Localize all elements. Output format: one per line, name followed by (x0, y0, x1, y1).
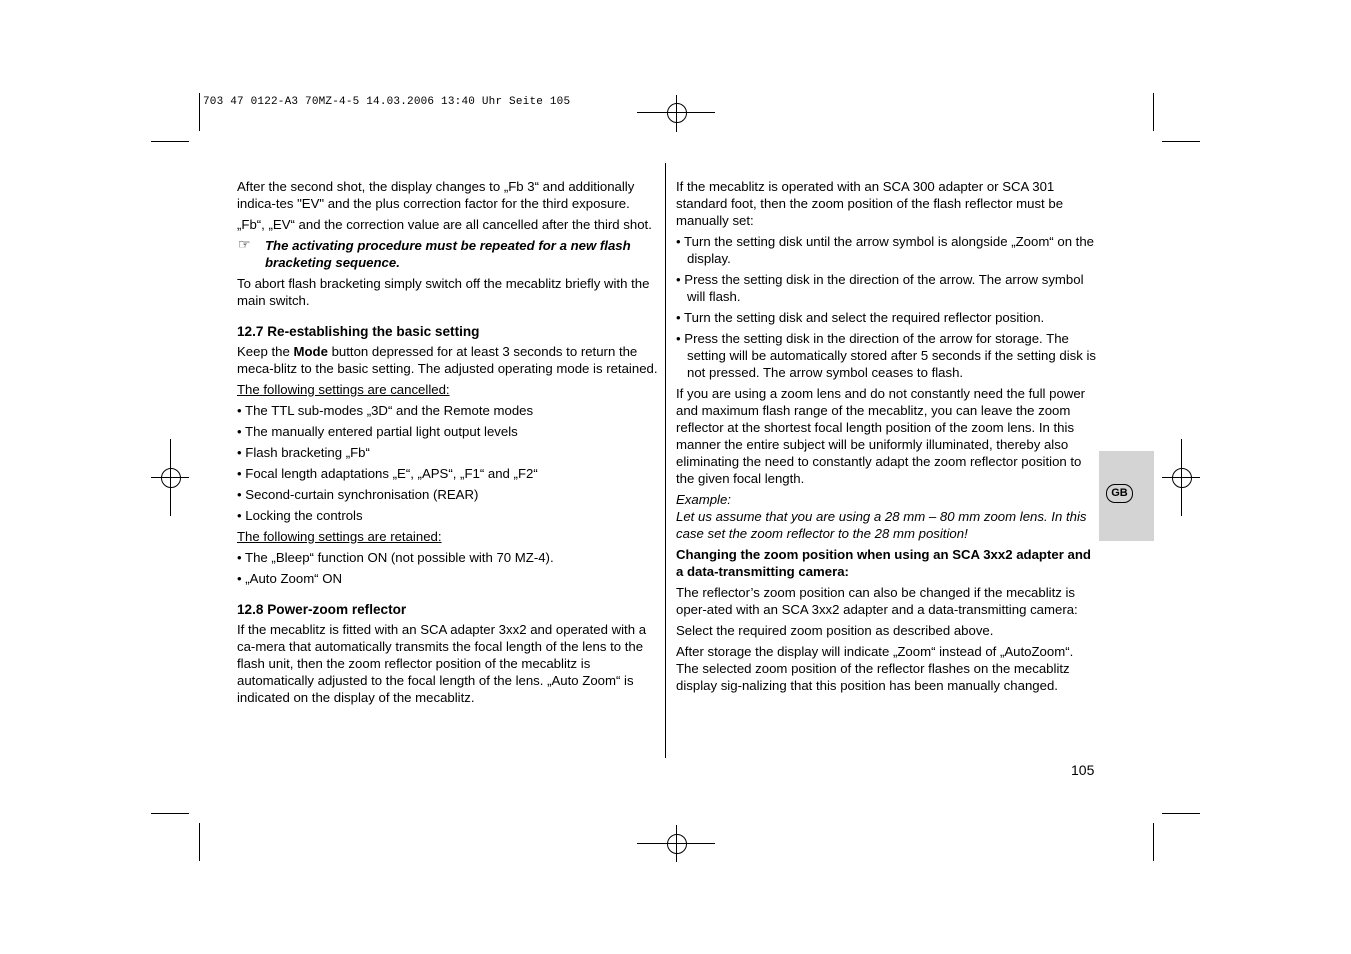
cancelled-heading: The following settings are cancelled: (237, 382, 450, 397)
paragraph: „Fb“, „EV“ and the correction value are all cancelled after the third shot. (237, 217, 652, 232)
paragraph: After storage the display will indicate „Zoom“ instead of „AutoZoom“. The selected zoom position of the reflector flashes on the mecablitz display sig-nalizing that this position has been manually changed. (676, 644, 1074, 693)
list-item: • Flash bracketing „Fb“ (237, 445, 370, 460)
list-item: • The TTL sub-modes „3D“ and the Remote modes (237, 403, 534, 418)
crop-mark (199, 823, 200, 861)
crop-mark (1162, 813, 1200, 814)
list-item: • Turn the setting disk and select the required reflector position. (676, 310, 1045, 325)
list-item: • „Auto Zoom“ ON (237, 571, 343, 586)
note-text: The activating procedure must be repeated for a new flash bracketing sequence. (265, 238, 631, 270)
paragraph: If you are using a zoom lens and do not constantly need the full power and maximum flash range of the mecablitz, you can leave the zoom reflector at the shortest focal length position of the zoom lens. In this manner the entire subject will be uniformly illuminated, thereby also eliminating the need to constantly adapt the zoom reflector position to the given focal length. (676, 386, 1086, 486)
bold-subheading: Changing the zoom position when using an SCA 3xx2 adapter and a data-transmitting camera: (676, 547, 1091, 579)
list-item: • Turn the setting disk until the arrow symbol is alongside „Zoom“ on the display. (676, 234, 1095, 266)
print-slug: 703 47 0122-A3 70MZ-4-5 14.03.2006 13:40 Uhr Seite 105 (203, 96, 571, 108)
note (237, 237, 659, 271)
crop-mark (1153, 823, 1154, 861)
list-item: • Focal length adaptations „E“, „APS“, „F1“ and „F2“ (237, 466, 538, 481)
paragraph: If the mecablitz is operated with an SCA 300 adapter or SCA 301 standard foot, then the zoom position of the flash reflector must be manually set: (676, 179, 1064, 228)
crop-mark (199, 93, 200, 131)
right-column (676, 178, 1096, 694)
paragraph: If the mecablitz is fitted with an SCA adapter 3xx2 and operated with a ca-mera that automatically transmits the focal length of the lens to the flash unit, then the zoom reflector position of the mecablitz is automatically adjusted to the focal length of the lens. „Auto Zoom“ is indicated on the display of the mecablitz. (237, 622, 647, 705)
crop-mark (1162, 141, 1200, 142)
left-column (237, 178, 659, 706)
section-heading-12-8: 12.8 Power-zoom reflector (237, 602, 407, 617)
example-text: Let us assume that you are using a 28 mm – 80 mm zoom lens. In this case set the zoom reflector to the 28 mm position! (676, 509, 1087, 541)
paragraph: Keep the Mode button depressed for at least 3 seconds to return the meca-blitz to the basic setting. The adjusted operating mode is retained. (237, 344, 658, 376)
list-item: • Press the setting disk in the direction of the arrow. The arrow symbol will flash. (676, 272, 1084, 304)
paragraph: The reflector’s zoom position can also be changed if the mecablitz is oper-ated with an SCA 3xx2 adapter and a data-transmitting camera: (676, 585, 1078, 617)
paragraph: Select the required zoom position as described above. (676, 623, 994, 638)
section-heading-12-7: 12.7 Re-establishing the basic setting (237, 324, 480, 339)
paragraph: To abort flash bracketing simply switch off the mecablitz briefly with the main switch. (237, 276, 650, 308)
list-item: • The „Bleep“ function ON (not possible with 70 MZ-4). (237, 550, 554, 565)
example-label: Example: (676, 492, 731, 507)
crop-mark (151, 141, 189, 142)
pointing-hand-icon: ☞ (238, 236, 251, 252)
column-divider (665, 163, 666, 758)
list-item: • Press the setting disk in the direction of the arrow for storage. The setting will be automatically stored after 5 seconds if the setting disk is not pressed. The arrow symbol ceases to flash. (676, 331, 1097, 380)
crop-mark (151, 813, 189, 814)
paragraph: After the second shot, the display changes to „Fb 3“ and additionally indica-tes "EV" and the plus correction factor for the third exposure. (237, 179, 635, 211)
list-item: • Locking the controls (237, 508, 363, 523)
language-badge: GB (1106, 484, 1133, 503)
list-item: • The manually entered partial light output levels (237, 424, 518, 439)
list-item: • Second-curtain synchronisation (REAR) (237, 487, 479, 502)
retained-heading: The following settings are retained: (237, 529, 442, 544)
crop-mark (1153, 93, 1154, 131)
page-number: 105 (1071, 762, 1095, 778)
